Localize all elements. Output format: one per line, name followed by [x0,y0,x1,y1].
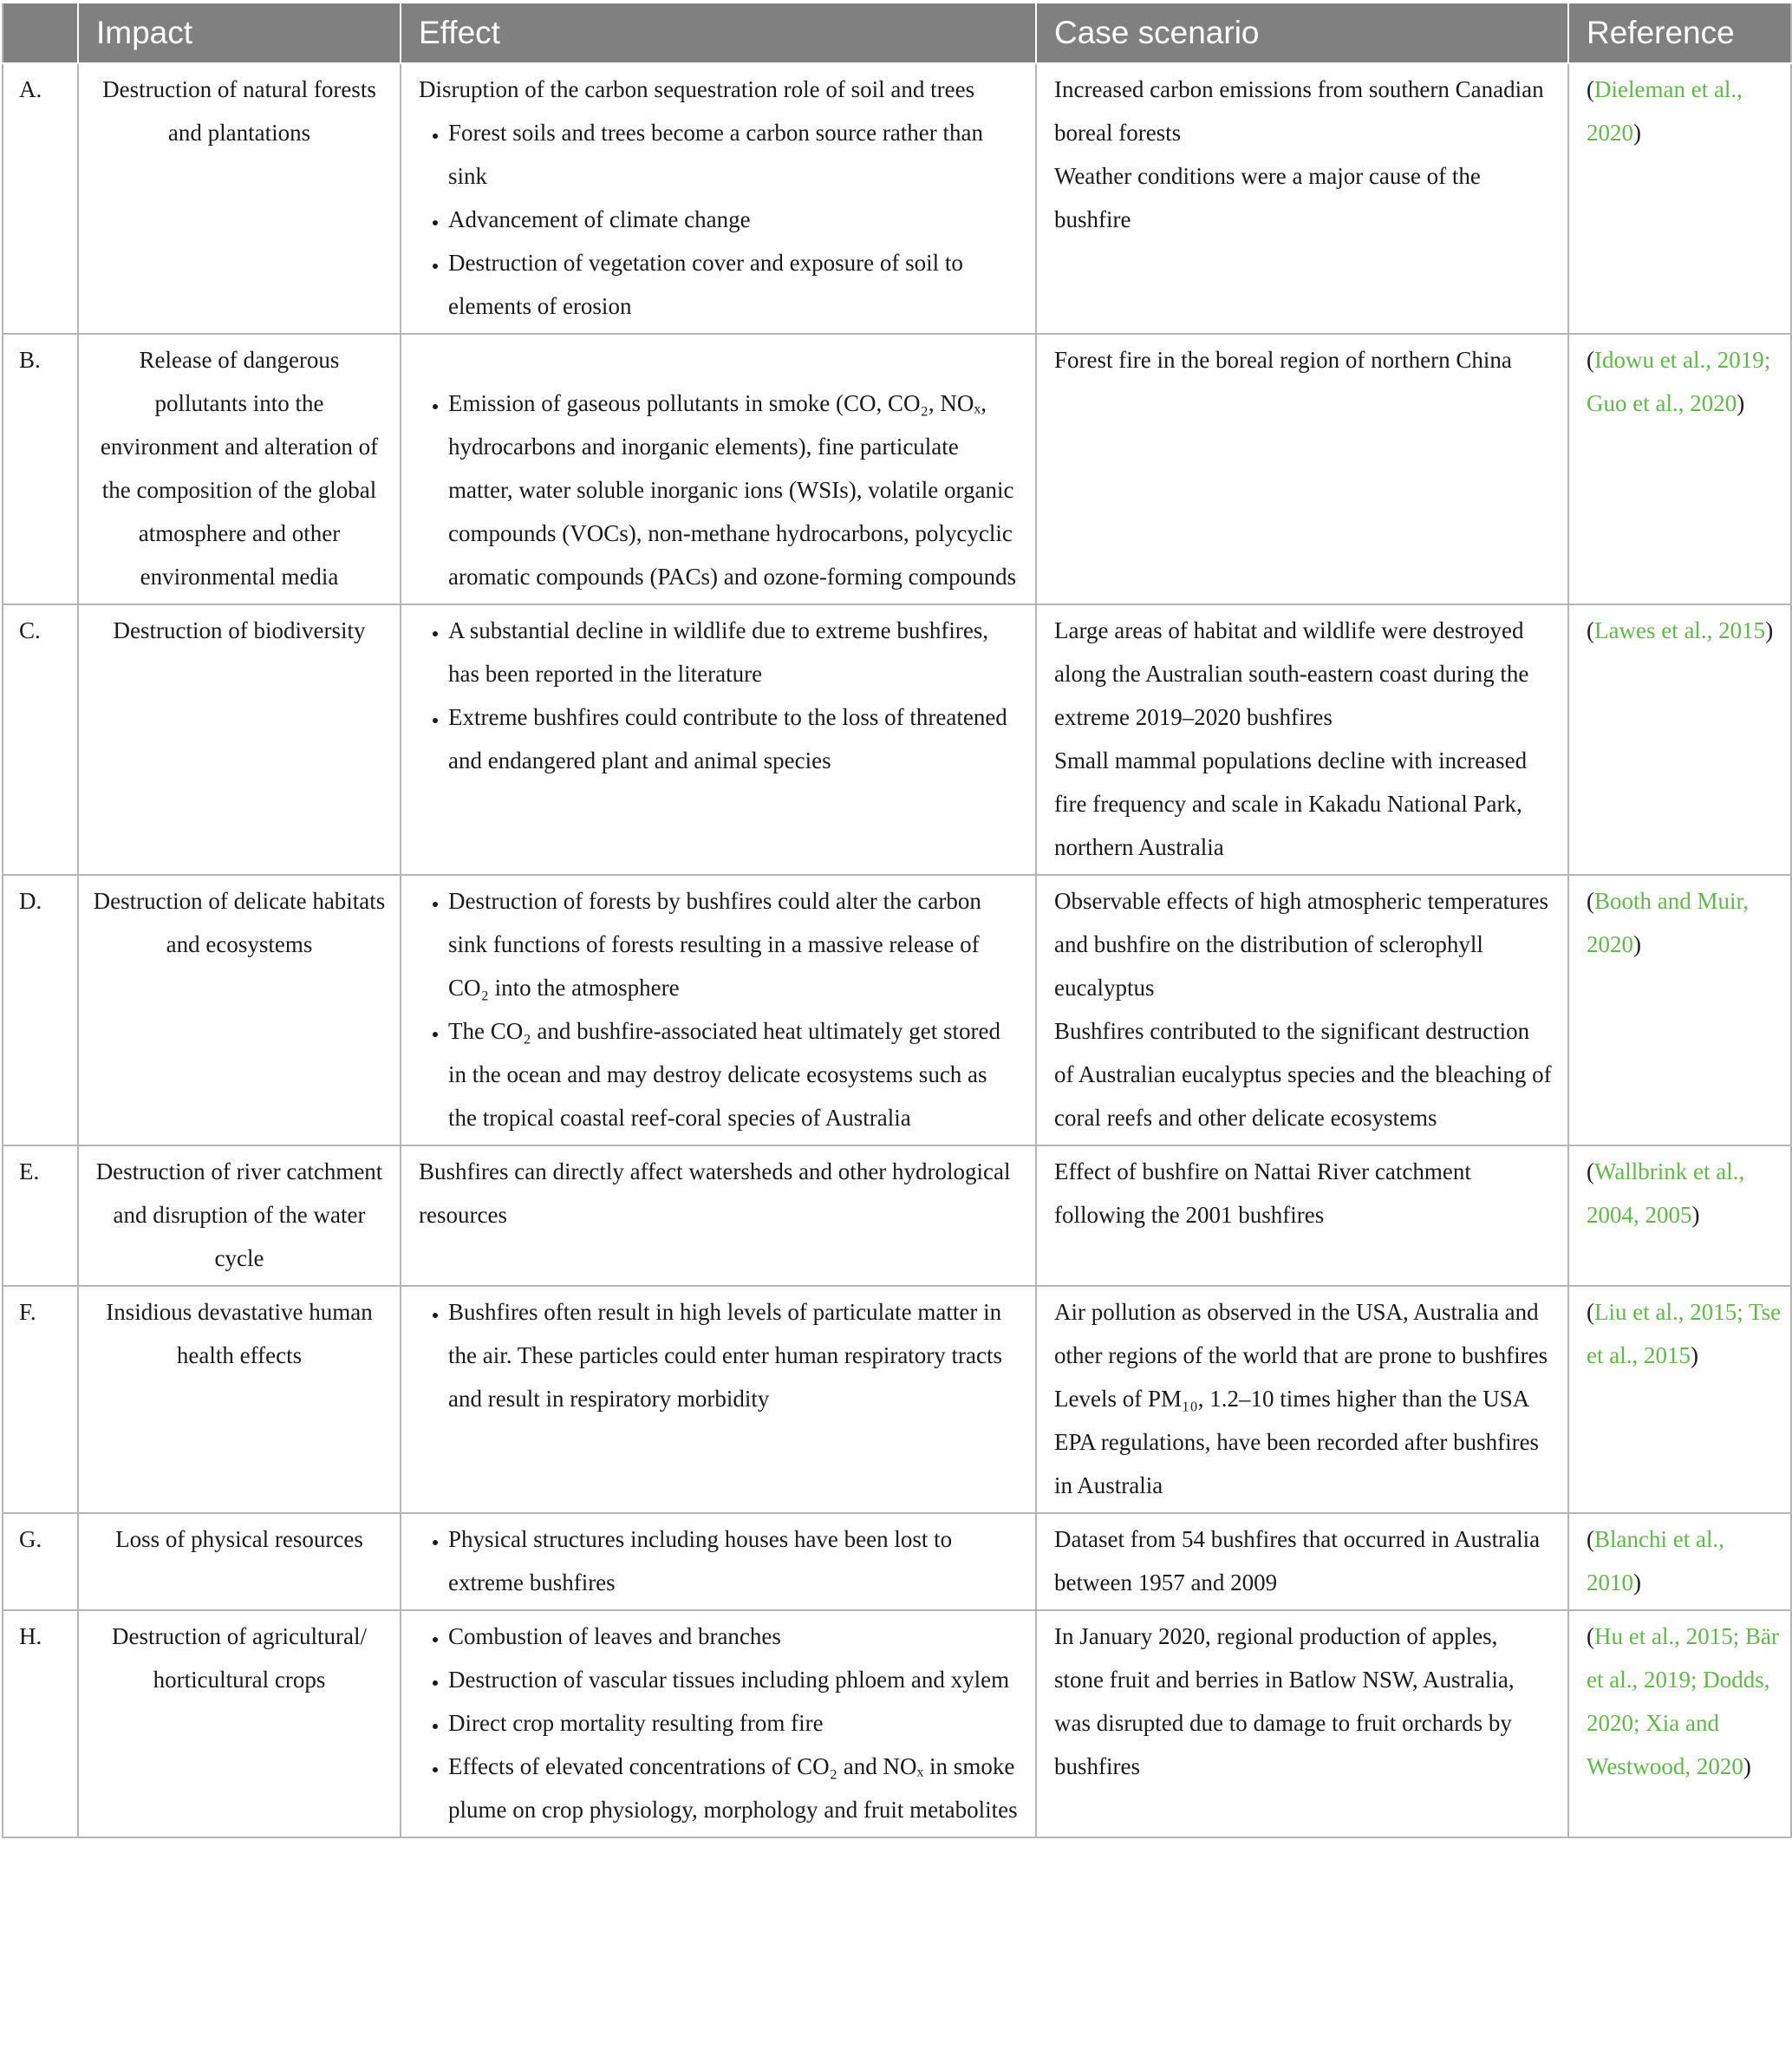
reference-cell: (Hu et al., 2015; Bär et al., 2019; Dodds, 2020; Xia and Westwood, 2020) [1568,1610,1791,1837]
reference-cell: (Booth and Muir, 2020) [1568,875,1791,1145]
effect-cell [401,1513,1036,1610]
effect-bullet: • Bushfires often result in high levels of particulate matter in the air. These particles could enter human respiratory tracts and result in respiratory morbidity [448,1290,1020,1420]
row-letter: D. [3,875,78,1145]
effect-bullet-list [419,609,1020,782]
reference-cell: (Blanchi et al., 2010) [1568,1513,1791,1610]
effect-bullet-list [419,1517,1020,1604]
effect-cell [401,334,1036,604]
effect-bullet: • Destruction of vegetation cover and exposure of soil to elements of erosion [448,241,1020,328]
header-case-scenario: Case scenario [1036,3,1568,63]
table-row [3,1286,1791,1513]
table-row [3,63,1791,334]
reference-cell: (Liu et al., 2015; Tse et al., 2015) [1568,1286,1791,1513]
header-row [3,3,1791,63]
effect-bullet: • A substantial decline in wildlife due to extreme bushfires, has been reported in the literature [448,609,1020,695]
case-scenario-line: Air pollution as observed in the USA, Australia and other regions of the world that are prone to bushfires [1054,1299,1548,1368]
effect-intro: Bushfires can directly affect watersheds and other hydrological resources [419,1158,1011,1228]
case-scenario-cell [1036,1513,1568,1610]
table-row [3,334,1791,604]
case-scenario-line: Levels of PM₁₀, 1.2–10 times higher than the USA EPA regulations, have been recorded after bushfires in Australia [1054,1386,1540,1498]
table-row [3,1610,1791,1837]
reference-cell: (Lawes et al., 2015) [1568,604,1791,875]
effect-bullet-list [419,1615,1020,1831]
table-body [3,63,1791,1837]
reference-link: Blanchi et al., 2010 [1587,1526,1724,1595]
effect-intro: Disruption of the carbon sequestration role of soil and trees [419,76,975,102]
case-scenario-cell [1036,1286,1568,1513]
case-scenario-cell [1036,604,1568,875]
effect-bullet-list [419,111,1020,328]
effect-bullet: • The CO₂ and bushfire-associated heat ultimately get stored in the ocean and may destroy delicate ecosystems such as the tropical coastal reef-coral species of Australia [448,1009,1020,1139]
effect-bullet-list [419,1290,1020,1420]
impact-cell: Destruction of natural forests and plantations [78,63,401,334]
case-scenario-line: Bushfires contributed to the significant destruction of Australian eucalyptus species and the bleaching of coral reefs and other delicate ecosystems [1054,1018,1552,1131]
reference-cell: (Wallbrink et al., 2004, 2005) [1568,1145,1791,1286]
case-scenario-cell [1036,1145,1568,1286]
table-row [3,604,1791,875]
header-reference: Reference [1568,3,1791,63]
reference-link: Dieleman et al., 2020 [1587,76,1743,146]
impact-cell: Insidious devastative human health effects [78,1286,401,1513]
effect-cell [401,63,1036,334]
header-letter [3,3,78,63]
case-scenario-line: Effect of bushfire on Nattai River catchment following the 2001 bushfires [1054,1158,1471,1228]
case-scenario-cell [1036,334,1568,604]
impact-cell: Release of dangerous pollutants into the environment and alteration of the composition of the global atmosphere and other environmental media [78,334,401,604]
reference-link: Booth and Muir, 2020 [1587,888,1750,957]
effect-bullet: • Advancement of climate change [448,198,1020,241]
impact-cell: Destruction of agricultural/ horticultural crops [78,1610,401,1837]
row-letter: G. [3,1513,78,1610]
effect-bullet: • Destruction of vascular tissues including phloem and xylem [448,1658,1020,1701]
effect-cell [401,1145,1036,1286]
reference-link: Idowu et al., 2019; Guo et al., 2020 [1587,347,1771,416]
effect-cell [401,1286,1036,1513]
row-letter: H. [3,1610,78,1837]
effect-bullet: • Destruction of forests by bushfires could alter the carbon sink functions of forests resulting in a massive release of CO₂ into the atmosphere [448,879,1020,1009]
case-scenario-line: Increased carbon emissions from southern Canadian boreal forests [1054,76,1544,146]
impacts-table [2,3,1792,1838]
effect-bullet: • Extreme bushfires could contribute to the loss of threatened and endangered plant and animal species [448,695,1020,782]
reference-link: Lawes et al., 2015 [1594,617,1766,643]
effect-bullet: • Emission of gaseous pollutants in smoke (CO, CO₂, NOₓ, hydrocarbons and inorganic elements), fine particulate matter, water soluble inorganic ions (WSIs), volatile organic compounds (VOCs), non-methane hydrocarbons, polycyclic aromatic compounds (PACs) and ozone-forming compounds [448,382,1020,598]
case-scenario-cell [1036,1610,1568,1837]
case-scenario-line: Weather conditions were a major cause of the bushfire [1054,163,1481,232]
case-scenario-line: Dataset from 54 bushfires that occurred in Australia between 1957 and 2009 [1054,1526,1541,1595]
impact-cell: Loss of physical resources [78,1513,401,1610]
effect-cell [401,1610,1036,1837]
impact-cell: Destruction of delicate habitats and ecosystems [78,875,401,1145]
header-effect: Effect [401,3,1036,63]
effect-bullet: • Direct crop mortality resulting from fire [448,1701,1020,1745]
case-scenario-line: Forest fire in the boreal region of northern China [1054,347,1512,373]
impact-cell: Destruction of river catchment and disruption of the water cycle [78,1145,401,1286]
row-letter: E. [3,1145,78,1286]
reference-cell: (Idowu et al., 2019; Guo et al., 2020) [1568,334,1791,604]
reference-link: Hu et al., 2015; Bär et al., 2019; Dodds, 2020; Xia and Westwood, 2020 [1587,1623,1779,1779]
reference-link: Wallbrink et al., 2004, 2005 [1587,1158,1745,1228]
case-scenario-cell [1036,875,1568,1145]
reference-link: Liu et al., 2015; Tse et al., 2015 [1587,1299,1782,1368]
row-letter: F. [3,1286,78,1513]
case-scenario-line: Large areas of habitat and wildlife were destroyed along the Australian south-eastern coast during the extreme 2019–2020 bushfires [1054,617,1529,730]
case-scenario-line: In January 2020, regional production of apples, stone fruit and berries in Batlow NSW, Australia, was disrupted due to damage to fruit orchards by bushfires [1054,1623,1515,1779]
row-letter: C. [3,604,78,875]
header-impact: Impact [78,3,401,63]
table-row [3,875,1791,1145]
effect-bullet-list [419,382,1020,598]
effect-bullet-list [419,879,1020,1139]
effect-bullet: • Physical structures including houses have been lost to extreme bushfires [448,1517,1020,1604]
effect-cell [401,875,1036,1145]
impact-cell: Destruction of biodiversity [78,604,401,875]
table-row [3,1513,1791,1610]
case-scenario-line: Small mammal populations decline with increased fire frequency and scale in Kakadu National Park, northern Australia [1054,747,1528,860]
row-letter: A. [3,63,78,334]
table-row [3,1145,1791,1286]
effect-bullet: • Effects of elevated concentrations of CO₂ and NOₓ in smoke plume on crop physiology, morphology and fruit metabolites [448,1745,1020,1831]
reference-cell: (Dieleman et al., 2020) [1568,63,1791,334]
row-letter: B. [3,334,78,604]
case-scenario-line: Observable effects of high atmospheric temperatures and bushfire on the distribution of sclerophyll eucalyptus [1054,888,1549,1001]
effect-bullet: • Forest soils and trees become a carbon source rather than sink [448,111,1020,198]
effect-cell [401,604,1036,875]
effect-bullet: • Combustion of leaves and branches [448,1615,1020,1658]
case-scenario-cell [1036,63,1568,334]
